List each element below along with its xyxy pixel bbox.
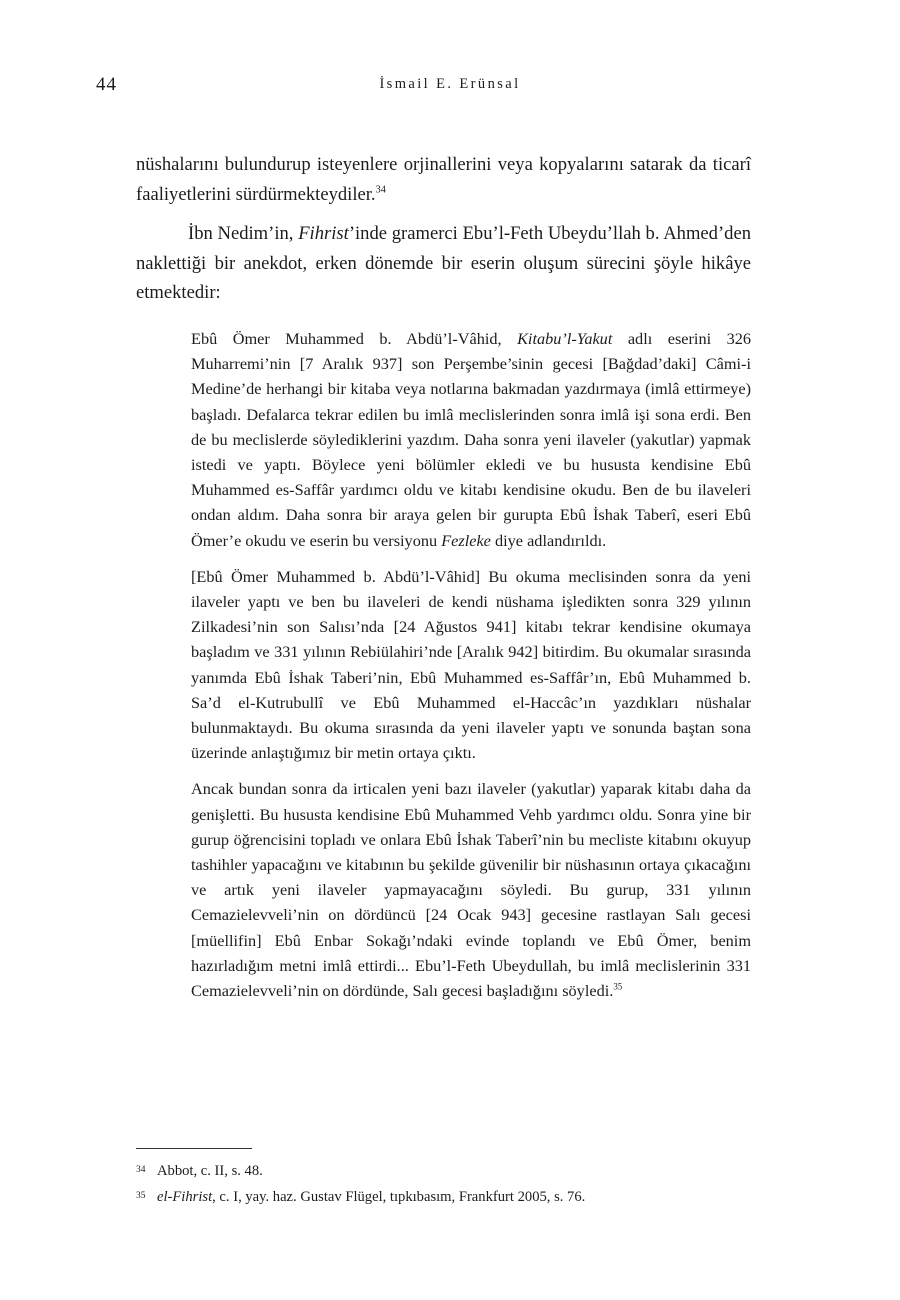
paragraph-2 (136, 219, 751, 308)
quote-1-text-b: adlı eserini 326 Muharremi’nin [7 Aralık 937] son Perşembe’sinin gecesi [Bağdad’daki] Câmi-i Medine’de herhangi bir kitaba veya notlarına bakmadan yazdırmaya (imlâ ettirmeye) başladı. Defalarca tekrar edilen bu imlâ meclislerinden sonra imlâ işi sona erdi. Ben de bu meclislerde söylediklerini yazdım. Daha sonra yeni ilaveler (yakutlar) yapmak istedi ve yaptı. Böylece yeni bölümler ekledi ve bu hususta kendisine Ebû Muhammed es-Saffâr yardımcı oldu ve kitabı kendisine okudu. Ben de bu ilaveleri ondan aldım. Daha sonra bir araya gelen bir gurupta Ebû İshak Taberî, eseri Ebû Ömer’e okudu ve eserin bu versiyonu (191, 329, 752, 550)
page-number: 44 (96, 74, 117, 95)
paragraph-2-book-title: Fihrist (298, 223, 349, 244)
running-head-author: İsmail E. Erünsal (379, 76, 521, 92)
quote-paragraph-2: [Ebû Ömer Muhammed b. Abdü’l-Vâhid] Bu okuma meclisinden sonra da yeni ilaveler yaptı ve ben bu ilaveleri de kendi nüshama işledikten sonra 329 yılının Zilkadesi’nin son Salısı’nda [24 Ağustos 941] kitabı tekrar kendisine okumaya başladım ve 331 yılının Rebiülahiri’nde [Aralık 942] bitirdim. Bu okumalar sırasında yanımda Ebû İshak Taberi’nin, Ebû Muhammed es-Saffâr’ın, Ebû Muhammed b. Sa’d el-Kutrubullî ve Ebû Muhammed el-Haccâc’ın yazdıkları nüshalar bulunmaktaydı. Bu okuma sırasında da yeni ilaveler yaptı ve sonunda baştan sona üzerinde anlaştığımız bir metin ortaya çıktı. (191, 566, 751, 763)
main-text (136, 150, 751, 308)
quote-1-text-c: diye adlandırıldı. (490, 530, 607, 550)
footnote-ref-35[interactable]: 35 (613, 981, 623, 992)
block-quote (191, 326, 751, 1014)
quote-paragraph-3 (191, 776, 751, 1003)
quote-paragraph-1 (191, 326, 751, 553)
quote-1-version-title: Fezleke (441, 530, 491, 550)
footnote-divider (136, 1148, 252, 1149)
paragraph-1-text: nüshalarını bulundurup isteyenlere orjinallerini veya kopyalarını satarak da ticarî faaliyetlerini sürdürmekteydiler. (136, 154, 751, 205)
quote-1-text-a: Ebû Ömer Muhammed b. Abdü’l-Vâhid, (191, 329, 518, 348)
footnote-34 (136, 1160, 776, 1182)
footnote-34-text: Abbot, c. II, s. 48. (157, 1163, 263, 1179)
footnote-34-number: 34 (136, 1165, 146, 1175)
footnote-35 (136, 1186, 776, 1208)
footnote-ref-34[interactable]: 34 (375, 183, 386, 195)
paragraph-2-text-a: İbn Nedim’in, (188, 223, 299, 244)
footnotes (136, 1160, 776, 1212)
footnote-35-title: el-Fihrist, (157, 1189, 216, 1205)
footnote-35-number: 35 (136, 1191, 146, 1201)
paragraph-1 (136, 150, 751, 209)
paragraph-2-text-b: ’inde gramerci Ebu’l-Feth Ubeydu’llah b. Ahmed’den naklettiği bir anekdot, erken dönemde bir eserin oluşum sürecini şöyle hikâye etmektedir: (136, 223, 751, 303)
quote-1-book-title: Kitabu’l-Yakut (517, 329, 613, 348)
footnote-35-text: c. I, yay. haz. Gustav Flügel, tıpkıbasım, Frankfurt 2005, s. 76. (215, 1189, 586, 1205)
quote-3-text: Ancak bundan sonra da irticalen yeni bazı ilaveler (yakutlar) yaparak kitabı daha da genişletti. Bu hususta kendisine Ebû Muhammed Vehb yardımcı oldu. Sonra yine bir gurup öğrencisini topladı ve onlara Ebû İshak Taberî’nin bu mecliste kitabını okuyup tashihler yapacağını ve kitabının bu şekilde güvenilir bir nüshasının ortaya çıkacağını ve artık yeni ilaveler yapmayacağını söyledi. Bu gurup, 331 yılının Cemazielevveli’nin on dördüncü [24 Ocak 943] gecesine rastlayan Salı gecesi [müellifin] Ebû Enbar Sokağı’ndaki evinde toplandı ve Ebû Ömer, benim hazırladığım metni imlâ ettirdi... Ebu’l-Feth Ubeydullah, bu imlâ meclislerinin 331 Cemazielevveli’nin on dördünde, Salı gecesi başladığını söyledi. (191, 779, 751, 1001)
